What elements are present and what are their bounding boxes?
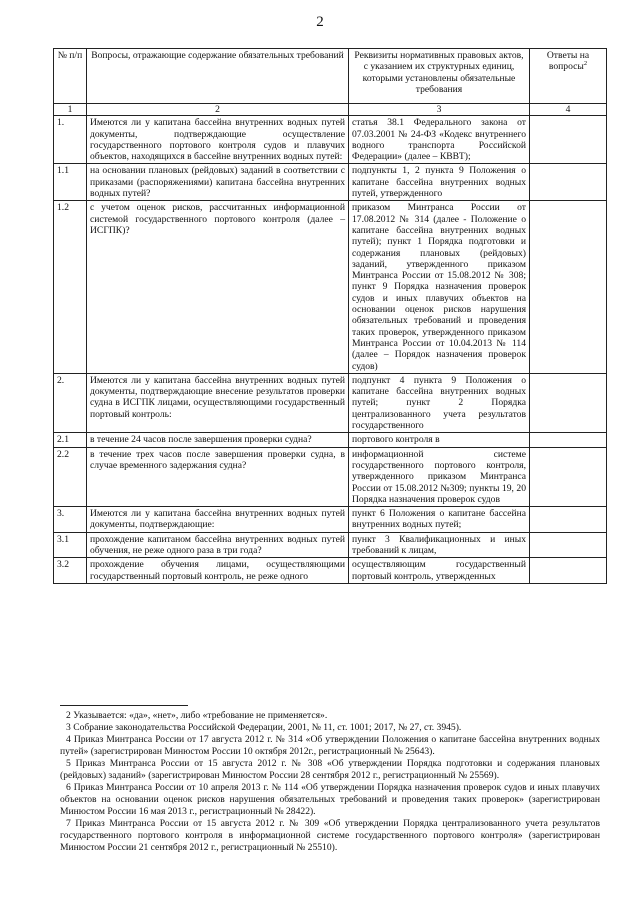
footnotes xyxy=(60,710,600,854)
header-num: № п/п xyxy=(54,49,87,104)
table-row xyxy=(54,201,607,373)
row-num: 1.1 xyxy=(54,164,87,201)
row-num: 3.1 xyxy=(54,532,87,558)
row-answer[interactable] xyxy=(530,164,607,201)
row-answer[interactable] xyxy=(530,373,607,432)
table-row xyxy=(54,116,607,164)
row-question: в течение трех часов после завершения проверки судна, в случае временного задержания судна? xyxy=(87,447,349,506)
row-answer[interactable] xyxy=(530,558,607,584)
footnote: 7 Приказ Минтранса России от 15 августа 2012 г. № 309 «Об утверждении Порядка централизованного учета результатов государственного портового контроля в информационной системе государственного портового контроля» (зарегистрирован Минюстом России 21 сентября 2012 г., регистрационный № 25510). xyxy=(60,818,600,853)
row-num: 1.2 xyxy=(54,201,87,373)
col-index-1: 1 xyxy=(54,104,87,116)
row-question: Имеются ли у капитана бассейна внутренних водных путей документы, подтверждающие осуществление государственного портового контроля судов и плавучих объектов, находящихся в бассейне внутренних водных путей: xyxy=(87,116,349,164)
header-questions: Вопросы, отражающие содержание обязательных требований xyxy=(87,49,349,104)
row-answer[interactable] xyxy=(530,116,607,164)
row-requisites: пункт 3 Квалификационных и иных требований к лицам, xyxy=(349,532,530,558)
col-index-4: 4 xyxy=(530,104,607,116)
row-requisites: информационной системе государственного портового контроля, утвержденного приказом Минтранса России от 15.08.2012 №309; пункты 19, 20 Порядка назначения проверок судов xyxy=(349,447,530,506)
row-num: 3.2 xyxy=(54,558,87,584)
row-num: 2. xyxy=(54,373,87,432)
header-answers xyxy=(530,49,607,104)
table-row xyxy=(54,447,607,506)
col-index-3: 3 xyxy=(349,104,530,116)
table-row xyxy=(54,373,607,432)
table-header-row xyxy=(54,49,607,104)
row-num: 2.1 xyxy=(54,433,87,447)
row-question: с учетом оценок рисков, рассчитанных информационной системой государственного портового контроля (далее – ИСГПК)? xyxy=(87,201,349,373)
page-number: 2 xyxy=(316,14,324,30)
footnote: 2 Указывается: «да», «нет», либо «требование не применяется». xyxy=(66,710,328,721)
row-answer[interactable] xyxy=(530,433,607,447)
table-row xyxy=(54,558,607,584)
footnote-separator xyxy=(60,705,188,706)
row-requisites: осуществляющим государственный портовый контроль, утвержденных xyxy=(349,558,530,584)
row-question: Имеются ли у капитана бассейна внутренних водных путей документы, подтверждающие внесение результатов проверки судна в ИСГПК лицами, осуществляющими государственный портовый контроль: xyxy=(87,373,349,432)
row-question: на основании плановых (рейдовых) заданий в соответствии с приказами (распоряжениями) капитана бассейна внутренних водных путей? xyxy=(87,164,349,201)
table-row xyxy=(54,164,607,201)
row-requisites: статья 38.1 Федерального закона от 07.03.2001 № 24-ФЗ «Кодекс внутреннего водного транспорта Российской Федерации» (далее – КВВТ); xyxy=(349,116,530,164)
row-answer[interactable] xyxy=(530,447,607,506)
footnote: 6 Приказ Минтранса России от 10 апреля 2013 г. № 114 «Об утверждении Порядка назначения проверок судов и иных плавучих объектов на основании оценок рисков нарушения обязательных требований и проведения таких проверок» (зарегистрирован Минюстом России 16 мая 2013 г., регистрационный № 28422). xyxy=(60,782,600,817)
row-num: 3. xyxy=(54,507,87,533)
row-requisites: приказом Минтранса России от 17.08.2012 № 314 (далее - Положение о капитане бассейна внутренних водных путей); пункт 1 Порядка подготовки и содержания плановых (рейдовых) заданий, утвержденного приказом Минтранса России от 15.08.2012 № 308; пункт 9 Порядка назначения проверок судов и иных плавучих объектов на основании оценок рисков нарушения обязательных требований и проведения таких проверок, утвержденного приказом Минтранса России от 10.04.2013 № 114 (далее – Порядок назначения проверок судов) xyxy=(349,201,530,373)
col-index-2: 2 xyxy=(87,104,349,116)
footnote: 4 Приказ Минтранса России от 17 августа 2012 г. № 314 «Об утверждении Положения о капитане бассейна внутренних водных путей» (зарегистрирован Минюстом России 10 октября 2012г., регистрационный № 25643). xyxy=(60,734,600,757)
requirements-table xyxy=(53,48,607,584)
row-requisites: пункт 6 Положения о капитане бассейна внутренних водных путей; xyxy=(349,507,530,533)
row-requisites: подпункт 4 пункта 9 Положения о капитане бассейна внутренних водных путей; пункт 2 Порядка централизованного учета результатов государственного xyxy=(349,373,530,432)
footnote: 5 Приказ Минтранса России от 15 августа 2012 г. № 308 «Об утверждении Порядка подготовки и содержания плановых (рейдовых) заданий» (зарегистрирован Минюстом России 28 сентября 2012 г., регистрационный № 25569). xyxy=(60,758,600,781)
header-answers-text: Ответы на вопросы xyxy=(546,50,590,73)
header-requisites: Реквизиты нормативных правовых актов, с указанием их структурных единиц, которыми установлены обязательные требования xyxy=(349,49,530,104)
row-requisites: портового контроля в xyxy=(349,433,530,447)
header-answers-sup: 2 xyxy=(583,60,588,68)
row-question: в течение 24 часов после завершения проверки судна? xyxy=(87,433,349,447)
row-answer[interactable] xyxy=(530,507,607,533)
row-num: 2.2 xyxy=(54,447,87,506)
table-row xyxy=(54,532,607,558)
row-requisites: подпункты 1, 2 пункта 9 Положения о капитане бассейна внутренних водных путей, утвержденного xyxy=(349,164,530,201)
row-question: прохождение обучения лицами, осуществляющими государственный портовый контроль, не реже одного xyxy=(87,558,349,584)
row-num: 1. xyxy=(54,116,87,164)
row-answer[interactable] xyxy=(530,201,607,373)
table-row xyxy=(54,507,607,533)
row-question: Имеются ли у капитана бассейна внутренних водных путей документы, подтверждающие: xyxy=(87,507,349,533)
table-row xyxy=(54,433,607,447)
row-question: прохождение капитаном бассейна внутренних водных путей обучения, не реже одного раза в три года? xyxy=(87,532,349,558)
column-index-row xyxy=(54,104,607,116)
row-answer[interactable] xyxy=(530,532,607,558)
footnote: 3 Собрание законодательства Российской Федерации, 2001, № 11, ст. 1001; 2017, № 27, ст. 3945). xyxy=(66,722,462,733)
